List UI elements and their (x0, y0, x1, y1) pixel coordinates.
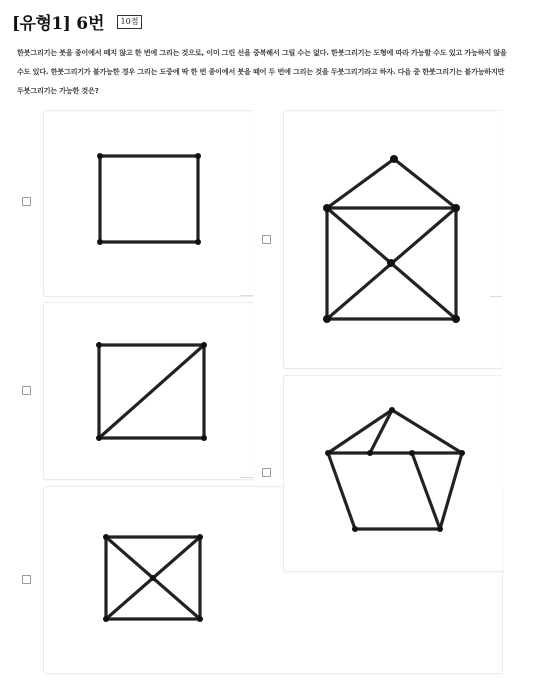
question-text: 한붓그리기는 붓을 종이에서 떼지 않고 한 번에 그리는 것으로, 이미 그린 선을 중복해서 그릴 수는 없다. 한붓그리기는 도형에 따라 가능할 수도 있고 가능하지 않을 수도 있다. 한붓그리기가 불가능한 경우 그리는 도중에 딱 한 번 종이에서 붓을 떼어 두 번에 그리는 것을 두붓그리기라고 하자. 다음 중 한붓그리기는 불가능하지만 두붓그리기는 가능한 것은? (17, 48, 507, 95)
option-card-house-envelope[interactable] (283, 110, 503, 369)
card-divider (490, 296, 502, 297)
option-card-pentagon-house[interactable] (283, 375, 503, 572)
square-with-one-diagonal-figure (44, 303, 254, 479)
option-checkbox-pentagon-house[interactable] (262, 468, 271, 477)
points-badge: 10점 (117, 15, 143, 29)
option-checkbox-house-envelope[interactable] (262, 235, 271, 244)
card-divider (240, 295, 253, 296)
option-checkbox-square-diagonal[interactable] (22, 386, 31, 395)
question-number: 6번 (76, 14, 105, 34)
option-checkbox-square-cross[interactable] (22, 575, 31, 584)
option-card-square-diagonal[interactable] (43, 302, 254, 480)
house-with-inner-lines-figure (284, 376, 503, 571)
square-figure (44, 111, 254, 296)
type-label: [유형1] (12, 14, 71, 34)
envelope-house-figure (284, 111, 503, 368)
question-header (12, 9, 142, 34)
card-divider (240, 477, 253, 478)
square-with-two-diagonals-figure (44, 487, 254, 673)
option-checkbox-square[interactable] (22, 197, 31, 206)
option-card-square[interactable] (43, 110, 254, 297)
